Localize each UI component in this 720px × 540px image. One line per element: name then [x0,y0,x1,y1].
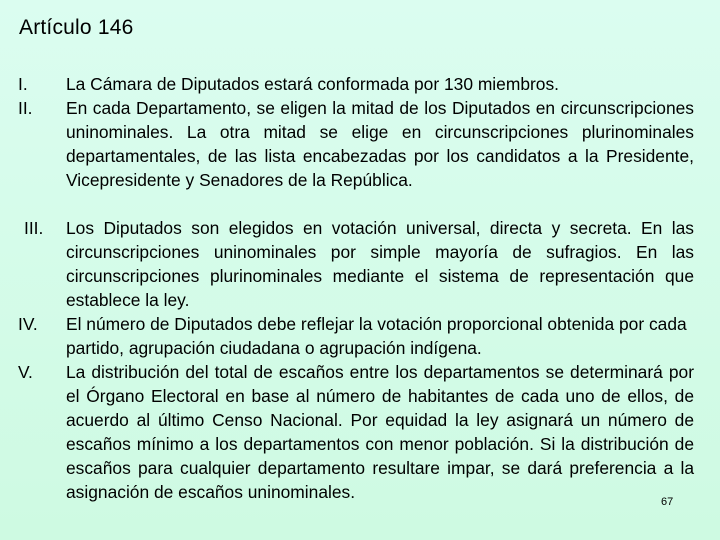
list-item [18,360,694,504]
list-item [18,72,694,96]
item-text: La Cámara de Diputados estará conformada por 130 miembros. [66,74,559,94]
item-text: El número de Diputados debe reflejar la votación proporcional obtenida por cada partido, agrupación ciudadana o agrupación indígena. [66,314,687,358]
item-numeral: IV. [18,314,38,334]
list-item [18,216,694,312]
page-number: 67 [661,496,674,508]
item-text: En cada Departamento, se eligen la mitad de los Diputados en circunscripciones uninominales. La otra mitad se elige en circunscripciones plurinominales departamentales, de las lista encabezadas por los candidatos a la Presidente, Vicepresidente y Senadores de la República. [66,98,694,190]
article-title: Artículo 146 [19,16,134,39]
list-item [18,312,694,360]
list-item [18,96,694,192]
item-numeral: II. [18,98,33,118]
item-numeral: III. [24,218,44,238]
item-text: Los Diputados son elegidos en votación universal, directa y secreta. En las circunscripciones uninominales por simple mayoría de sufragios. En las circunscripciones plurinominales mediante el sistema de representación que establece la ley. [66,218,694,310]
item-numeral: V. [18,362,33,382]
item-numeral: I. [18,74,28,94]
item-text: La distribución del total de escaños entre los departamentos se determinará por el Órgano Electoral en base al número de habitantes de cada uno de ellos, de acuerdo al último Censo Nacional. Por equidad la ley asignará un número de escaños mínimo a los departamentos con menor población. Si la distribución de escaños para cualquier departamento resultare impar, se dará preferencia a la asignación de escaños uninominales. [66,362,694,502]
